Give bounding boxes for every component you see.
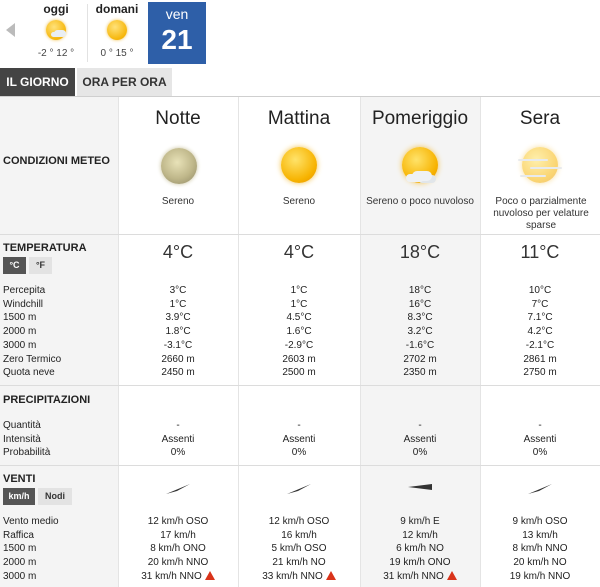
day-temps: -2 ° 12 ° [37,48,75,59]
row-label: Quantità [3,420,41,431]
cell-value [480,570,600,584]
cell-text: 4.2°C [527,326,553,338]
cell-value [239,311,359,325]
cell-text: Assenti [523,433,557,445]
cell-value [360,366,480,380]
cell-text: 8 km/h NNO [512,543,568,555]
tab-hourly[interactable]: ORA PER ORA [77,68,172,96]
cell-text: - [176,420,180,431]
cell-text: 19 km/h NNO [509,570,571,582]
cell-value [480,298,600,312]
cell-value [239,325,359,339]
row-label: 2000 m [3,326,37,338]
weekday: ven [165,6,189,22]
row-label: Intensità [3,433,41,445]
day-card-tomorrow[interactable] [89,0,145,64]
hazy-sun-icon [522,147,558,183]
cell-value [480,446,600,460]
cell-value [360,419,480,433]
cell-text: 2660 m [161,353,195,365]
knots-toggle[interactable]: Nodi [38,488,72,505]
cell-text: 1°C [169,298,187,310]
cell-value [118,325,238,339]
haze-line [518,159,548,161]
cell-text: 1.6°C [286,326,312,338]
cell-text: 18°C [408,285,432,296]
cell-text: 13 km/h [522,529,558,541]
period-afternoon: Pomeriggio [371,108,469,129]
row-label: 2000 m [3,557,37,569]
cell-text: 7.1°C [527,312,553,324]
cell-value [239,353,359,367]
cell-text: - [418,420,422,431]
cell-text: 2750 m [523,367,557,379]
cell-value [360,298,480,312]
cell-value [480,284,600,298]
cell-value [480,433,600,447]
cell-value [118,284,238,298]
main-temperature: 11°C [520,242,560,262]
cell-value [118,366,238,380]
kmh-toggle[interactable]: km/h [3,488,35,505]
cell-text: 9 km/h E [400,516,440,527]
divider [0,234,600,235]
cell-value [360,353,480,367]
period-evening: Sera [519,108,561,129]
cell-text: 20 km/h NO [513,557,567,569]
cell-text: 1°C [290,285,308,296]
wind-arrow-icon [165,483,191,495]
cell-text: 0% [291,447,307,459]
cell-text: 20 km/h NNO [147,557,209,569]
cell-value [360,339,480,353]
cell-value [360,433,480,447]
cell-value [239,433,359,447]
day-card-selected[interactable] [148,2,206,64]
sun-icon [281,147,317,183]
section-conditions: CONDIZIONI METEO [3,155,110,167]
divider [0,465,600,466]
cell-text: 9 km/h OSO [512,516,568,527]
day-number: 21 [161,24,193,55]
row-label: 1500 m [3,543,37,555]
cell-text: 2603 m [282,353,316,365]
day-name: domani [95,2,139,16]
row-label: Raffica [3,529,34,541]
cell-text: 33 km/h NNO [262,570,323,582]
cell-text: 8.3°C [407,312,433,324]
cell-text: 31 km/h NNO [141,570,202,582]
warning-icon [447,571,457,580]
wind-arrow-icon [527,483,553,495]
cell-value [118,556,238,570]
cell-text: 10°C [528,285,552,296]
cell-text: 0% [532,447,548,459]
cell-value [480,366,600,380]
divider [0,385,600,386]
cell-value [118,311,238,325]
cell-text: 2702 m [403,353,437,365]
warning-icon [205,571,215,580]
cell-text: 16 km/h [281,529,317,541]
haze-line [530,167,562,169]
cell-text: 6 km/h NO [396,543,444,555]
cell-value [118,339,238,353]
cell-value [480,542,600,556]
cell-value [118,446,238,460]
condition-text: Sereno o poco nuvoloso [366,196,474,207]
condition-text: Sereno [161,196,195,207]
sun-icon [107,20,127,40]
cell-text: 2500 m [282,367,316,379]
cell-value [480,325,600,339]
cell-text: -2.1°C [525,339,555,351]
cell-text: -3.1°C [163,339,193,351]
cell-value [360,325,480,339]
divider [87,4,88,62]
section-wind: VENTI [3,473,36,485]
cell-text: 1.8°C [165,326,191,338]
cell-value [239,366,359,380]
section-temperature: TEMPERATURA [3,242,87,254]
cell-text: 12 km/h OSO [268,516,330,527]
cell-value [118,353,238,367]
cell-value [480,556,600,570]
cell-value [239,529,359,543]
cell-text: 21 km/h NO [272,557,326,569]
tab-day[interactable]: IL GIORNO [0,68,75,96]
row-label: Percepita [3,285,46,296]
cell-text: 2861 m [523,353,557,365]
haze-line [520,175,546,177]
period-morning: Mattina [267,108,331,129]
cell-value [118,419,238,433]
cell-value [118,542,238,556]
day-temps: 0 ° 15 ° [100,48,134,59]
cell-text: Assenti [403,433,437,445]
cell-text: -2.9°C [284,339,314,351]
cell-text: 3°C [169,285,187,296]
cell-value [360,570,480,584]
row-label: Vento medio [3,516,59,527]
row-label: Probabilità [3,447,51,459]
cell-text: 0% [412,447,428,459]
sun-cloud-icon [402,147,438,183]
condition-text: Sereno [282,196,316,207]
cell-text: 1°C [290,298,308,310]
cell-value [118,570,238,584]
cell-text: 3.9°C [165,312,191,324]
cell-value [480,339,600,353]
cell-text: 16°C [408,298,432,310]
cell-text: - [538,420,542,431]
cell-text: - [297,420,301,431]
cell-text: Assenti [282,433,316,445]
fahrenheit-toggle[interactable]: °F [29,257,52,274]
cell-value [360,446,480,460]
moon-icon [161,148,197,184]
cell-value [360,311,480,325]
cell-text: 2350 m [403,367,437,379]
day-name: oggi [43,2,69,16]
cell-text: 5 km/h OSO [271,543,327,555]
row-label: 3000 m [3,339,37,351]
row-label: 3000 m [3,570,37,582]
cell-text: 0% [170,447,186,459]
previous-arrow-icon[interactable] [6,23,15,37]
cell-value [239,570,359,584]
main-temperature: 4°C [283,242,315,262]
cell-text: 3.2°C [407,326,433,338]
cell-value [118,529,238,543]
row-label: 1500 m [3,312,37,324]
row-label: Windchill [3,298,44,310]
cell-text: -1.6°C [405,339,435,351]
cell-text: 12 km/h [402,529,438,541]
cell-value [480,353,600,367]
cell-value [360,542,480,556]
row-label: Quota neve [3,367,55,379]
day-selector [0,0,600,66]
period-night: Notte [155,108,201,129]
cell-value [118,515,238,529]
cell-value [480,311,600,325]
cloud-icon [412,171,432,181]
cell-value [118,433,238,447]
divider [0,96,600,97]
cell-value [360,284,480,298]
cell-value [239,556,359,570]
row-label: Zero Termico [3,353,62,365]
cell-value [239,298,359,312]
cell-value [239,339,359,353]
cell-value [480,515,600,529]
day-card-today[interactable] [28,0,84,64]
warning-icon [326,571,336,580]
cell-value [239,542,359,556]
cell-value [239,446,359,460]
cloud-icon [54,30,66,37]
wind-arrow-icon [286,483,312,495]
celsius-toggle[interactable]: °C [3,257,26,274]
main-temperature: 4°C [162,242,194,262]
cell-text: 2450 m [161,367,195,379]
cell-text: 12 km/h OSO [147,516,209,527]
cell-value [239,515,359,529]
cell-text: Assenti [161,433,195,445]
cell-value [239,284,359,298]
cell-text: 31 km/h NNO [383,570,444,582]
cell-value [480,529,600,543]
cell-text: 8 km/h ONO [150,543,206,555]
section-precipitation: PRECIPITAZIONI [3,394,91,406]
cell-value [118,298,238,312]
cell-value [360,556,480,570]
cell-value [239,419,359,433]
cell-text: 17 km/h [160,529,196,541]
wind-arrow-icon [407,481,433,493]
cell-text: 7°C [531,298,549,310]
cell-text: 4.5°C [286,312,312,324]
condition-text: Poco o parzialmente nuvoloso per velature sparse [493,196,589,231]
cell-text: 19 km/h ONO [389,557,451,569]
cell-value [360,529,480,543]
main-temperature: 18°C [399,242,441,262]
cell-value [480,419,600,433]
cell-value [360,515,480,529]
